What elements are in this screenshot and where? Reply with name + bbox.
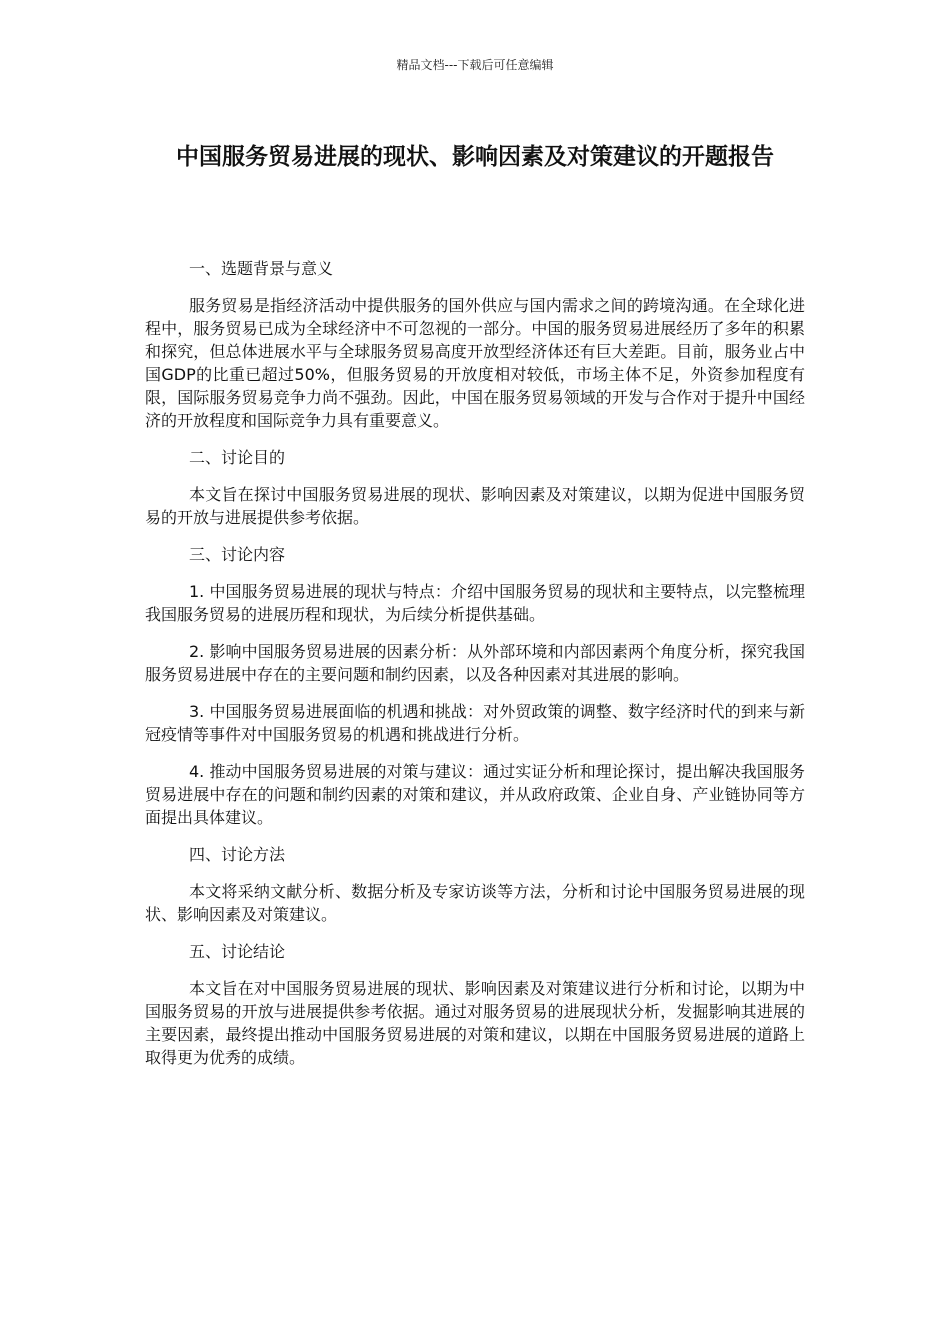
paragraph: 服务贸易是指经济活动中提供服务的国外供应与国内需求之间的跨境沟通。在全球化进程中，服务贸易已成为全球经济中不可忽视的一部分。中国的服务贸易进展经历了多年的积累和探究，但总体进展水平与全球服务贸易高度开放型经济体还有巨大差距。目前，服务业占中国GDP的比重已超过50%，但服务贸易的开放度相对较低，市场主体不足，外资参加程度有限，国际服务贸易竞争力尚不强劲。因此，中国在服务贸易领域的开发与合作对于提升中国经济的开放程度和国际竞争力具有重要意义。 [145, 296, 805, 430]
list-item: 4. 推动中国服务贸易进展的对策与建议：通过实证分析和理论探讨，提出解决我国服务贸易进展中存在的问题和制约因素的对策和建议，并从政府政策、企业自身、产业链协同等方面提出具体建议。 [145, 762, 805, 827]
list-item: 2. 影响中国服务贸易进展的因素分析：从外部环境和内部因素两个角度分析，探究我国服务贸易进展中存在的主要问题和制约因素，以及各种因素对其进展的影响。 [145, 642, 805, 684]
paragraph: 本文旨在对中国服务贸易进展的现状、影响因素及对策建议进行分析和讨论，以期为中国服务贸易的开放与进展提供参考依据。通过对服务贸易的进展现状分析，发掘影响其进展的主要因素，最终提出推动中国服务贸易进展的对策和建议，以期在中国服务贸易进展的道路上取得更为优秀的成绩。 [145, 979, 805, 1067]
header-note: 精品文档---下载后可任意编辑 [396, 58, 554, 72]
list-item: 1. 中国服务贸易进展的现状与特点：介绍中国服务贸易的现状和主要特点，以完整梳理我国服务贸易的进展历程和现状，为后续分析提供基础。 [145, 582, 805, 624]
section-heading: 四、讨论方法 [189, 845, 286, 864]
document-title: 中国服务贸易进展的现状、影响因素及对策建议的开题报告 [176, 144, 774, 170]
section-heading: 三、讨论内容 [189, 545, 286, 564]
section-heading: 二、讨论目的 [189, 448, 286, 467]
section-heading: 五、讨论结论 [189, 942, 286, 961]
section-heading: 一、选题背景与意义 [189, 259, 334, 278]
paragraph: 本文旨在探讨中国服务贸易进展的现状、影响因素及对策建议，以期为促进中国服务贸易的开放与进展提供参考依据。 [145, 485, 805, 527]
paragraph: 本文将采纳文献分析、数据分析及专家访谈等方法，分析和讨论中国服务贸易进展的现状、影响因素及对策建议。 [145, 882, 805, 924]
document-body [145, 257, 805, 1083]
list-item: 3. 中国服务贸易进展面临的机遇和挑战：对外贸政策的调整、数字经济时代的到来与新冠疫情等事件对中国服务贸易的机遇和挑战进行分析。 [145, 702, 805, 744]
